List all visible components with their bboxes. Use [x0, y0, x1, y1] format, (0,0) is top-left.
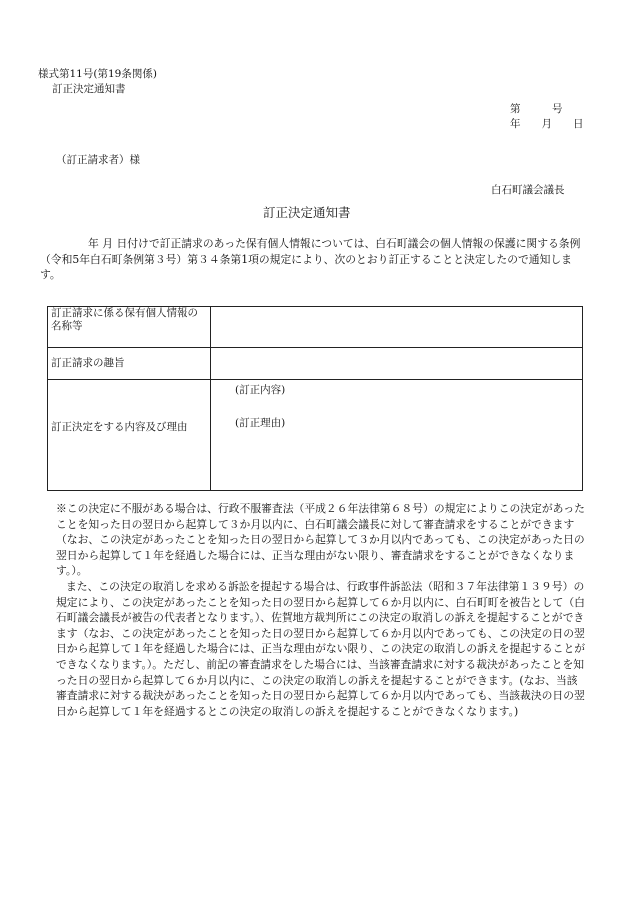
appeal-note-2: また、この決定の取消しを求める訴訟を提起する場合は、行政事件訴訟法（昭和３７年法律第１３９号）の規定により、この決定があったことを知った日の翌日から起算して６か月以内に、白石町町を被告として（白石町議会議長が被告の代表者となります。）、佐賀地方裁判所にこの決定の取消しの訴えを提起することができます（なお、この決定があったことを知った日の翌日から起算して６か月以内であっても、この決定の日の翌日から起算して１年を経過した場合には、正当な理由がない限り、この決定の取消しの訴えを提起することができなくなります。）。ただし、前記の審査請求をした場合には、当該審査請求に対する裁決があったことを知った日の翌日から起算して６か月以内に、この決定の取消しの訴えを提起することができます。(なお、当該審査請求に対する裁決があったことを知った日の翌日から起算して６か月以内であっても、当該裁決の日の翌日から起算して１年を経過するとこの決定の取消しの訴えを提起することができなくなります。) — [56, 579, 586, 718]
row-label-info-name: 訂正請求に係る保有個人情報の名称等 — [48, 307, 211, 348]
form-number: 様式第11号(第19条関係) — [38, 68, 157, 80]
body-text: 年 月 日付けで訂正請求のあった保有個人情報については、白石町議会の個人情報の保護に関する条例（令和5年白石町条例第３号）第３４条第1項の規定により、次のとおり訂正することと決定したので通知します。 — [40, 237, 581, 281]
page-title: 訂正決定通知書 — [263, 205, 351, 220]
appeal-note-1: ※この決定に不服がある場合は、行政不服審査法（平成２６年法律第６８号）の規定によりこの決定があったことを知った日の翌日から起算して３か月以内に、白石町議会議長に対して審査請求をすることができます（なお、この決定があったことを知った日の翌日から起算して３か月以内であっても、この決定があった日の翌日から起算して１年を経過した場合には、正当な理由がない限り、審査請求をすることができなくなります。）。 — [56, 502, 585, 578]
request-purpose-field[interactable] — [211, 348, 583, 380]
decision-table — [47, 306, 583, 491]
row-label-decision-content: 訂正決定をする内容及び理由 — [48, 380, 211, 491]
document-number: 第 号 — [510, 103, 563, 115]
correction-content-label: (訂正内容) — [235, 384, 286, 396]
correction-reason-label: (訂正理由) — [235, 417, 286, 429]
info-name-field[interactable] — [211, 307, 583, 348]
row-label-request-purpose: 訂正請求の趣旨 — [48, 348, 211, 380]
table-row — [48, 307, 583, 348]
sender: 白石町議会議長 — [491, 184, 565, 196]
form-name: 訂正決定通知書 — [52, 83, 126, 95]
issue-date: 年 月 日 — [510, 118, 584, 130]
decision-content-field[interactable] — [211, 380, 583, 491]
appeal-notes — [56, 501, 588, 719]
addressee: （訂正請求者）様 — [56, 154, 140, 166]
table-row — [48, 380, 583, 491]
table-row — [48, 348, 583, 380]
